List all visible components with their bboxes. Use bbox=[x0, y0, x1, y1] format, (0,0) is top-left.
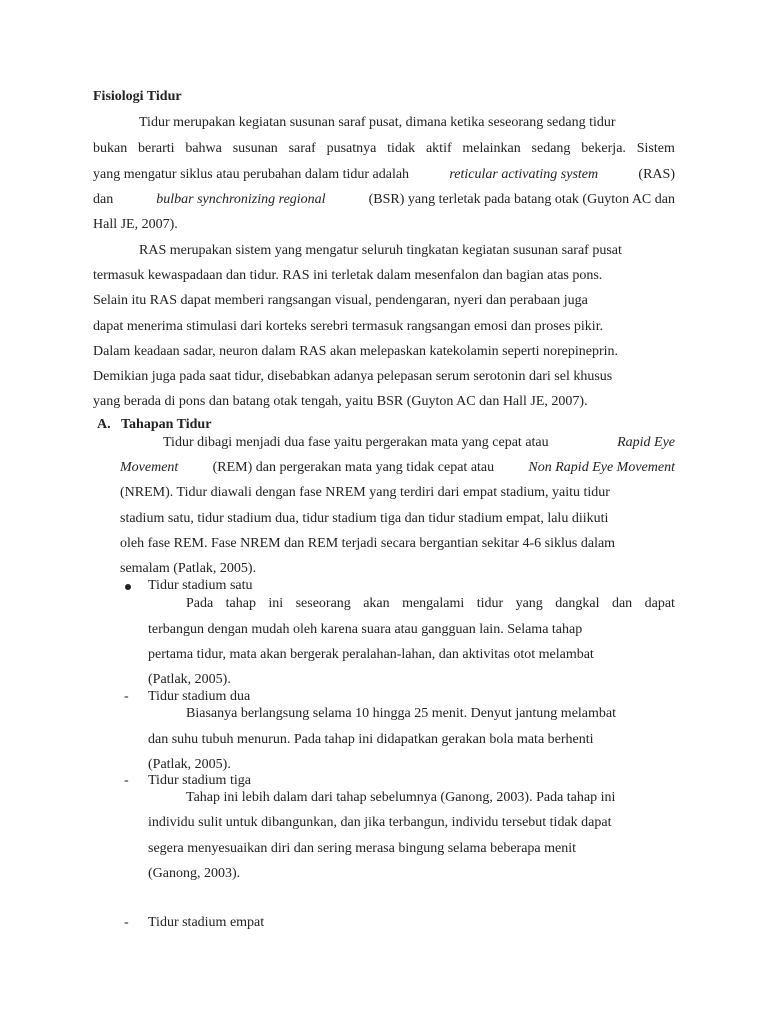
para1-line3-c: (RAS) bbox=[638, 167, 675, 182]
stage1-line4: (Patlak, 2005). bbox=[148, 672, 231, 687]
stage1-line1-span-words bbox=[186, 595, 675, 613]
para1-line1-span: Tidur merupakan kegiatan susunan saraf pusat, dimana ketika seseorang sedang tidur bbox=[139, 115, 616, 130]
stage3-line3: segera menyesuaikan diri dan sering merasa bingung selama beberapa menit bbox=[148, 841, 577, 856]
para2-line4: dapat menerima stimulasi dari korteks serebri termasuk rangsangan emosi dan proses pikir. bbox=[93, 319, 604, 334]
word: tidak bbox=[387, 141, 416, 156]
word: akan bbox=[363, 596, 390, 611]
stage1-line1 bbox=[186, 595, 675, 613]
stage3-line2: individu sulit untuk dibangunkan, dan jika terbangun, individu tersebut tidak dapat bbox=[148, 815, 612, 830]
para1-line1-text bbox=[139, 114, 675, 132]
word: pusatnya bbox=[326, 141, 377, 156]
para2-line1: RAS merupakan sistem yang mengatur seluruh tingkatan kegiatan susunan saraf pusat bbox=[139, 243, 622, 258]
word: ini bbox=[268, 596, 284, 611]
word: dapat bbox=[644, 596, 675, 611]
word: melainkan bbox=[462, 141, 521, 156]
para1-line2-span-words bbox=[93, 140, 675, 158]
word: tahap bbox=[225, 596, 256, 611]
stage3-line1: Tahap ini lebih dalam dari tahap sebelumnya (Ganong, 2003). Pada tahap ini bbox=[186, 790, 616, 805]
section-a-line2-row bbox=[120, 459, 675, 477]
word: bekerja. bbox=[581, 141, 626, 156]
word: Pada bbox=[186, 596, 214, 611]
para1-line2 bbox=[93, 140, 675, 158]
para1-line5: Hall JE, 2007). bbox=[93, 217, 178, 232]
para1-line4 bbox=[93, 191, 675, 209]
word: dangkal bbox=[555, 596, 600, 611]
stage2-heading: Tidur stadium dua bbox=[148, 689, 251, 704]
stage1-line2: terbangun dengan mudah oleh karena suara atau gangguan lain. Selama tahap bbox=[148, 622, 583, 637]
para2-line7: yang berada di pons dan batang otak tengah, yaitu BSR (Guyton AC dan Hall JE, 2007). bbox=[93, 394, 588, 409]
bullet-dot-icon bbox=[125, 584, 131, 590]
para1-line3-a: yang mengatur siklus atau perubahan dalam tidur adalah bbox=[93, 167, 410, 182]
section-a-heading: Tahapan Tidur bbox=[121, 417, 212, 432]
word: berarti bbox=[138, 141, 175, 156]
stage4-marker: - bbox=[124, 915, 129, 930]
word: saraf bbox=[288, 141, 316, 156]
stage2-line2: dan suhu tubuh menurun. Pada tahap ini didapatkan gerakan bola mata berhenti bbox=[148, 732, 594, 747]
word: mengalami bbox=[402, 596, 465, 611]
word: bahwa bbox=[185, 141, 222, 156]
word: bukan bbox=[93, 141, 128, 156]
stage3-line4: (Ganong, 2003). bbox=[148, 866, 241, 881]
word: tidur bbox=[476, 596, 504, 611]
section-a-line1-term: Rapid Eye bbox=[617, 435, 675, 450]
stage2-marker: - bbox=[124, 689, 129, 704]
section-a-line1-row bbox=[163, 434, 675, 452]
stage1-heading: Tidur stadium satu bbox=[148, 578, 253, 593]
para1-line4-c: (BSR) yang terletak pada batang otak (Guyton AC dan bbox=[368, 192, 675, 207]
para2-line3: Selain itu RAS dapat memberi rangsangan visual, pendengaran, nyeri dan perabaan juga bbox=[93, 293, 588, 308]
para1-line4-row bbox=[93, 191, 675, 209]
para1-line1 bbox=[139, 114, 675, 132]
para1-line3 bbox=[93, 166, 675, 184]
stage4-heading: Tidur stadium empat bbox=[148, 915, 265, 930]
para2-line6: Demikian juga pada saat tidur, disebabkan adanya pelepasan serum serotonin dari sel khusus bbox=[93, 369, 613, 384]
stage1-line3: pertama tidur, mata akan bergerak peralahan-lahan, dan aktivitas otot melambat bbox=[148, 647, 594, 662]
section-a-marker: A. bbox=[97, 417, 111, 432]
section-a-line5: oleh fase REM. Fase NREM dan REM terjadi secara bergantian sekitar 4-6 siklus dalam bbox=[120, 536, 616, 551]
document-title: Fisiologi Tidur bbox=[93, 89, 182, 104]
stage2-line3: (Patlak, 2005). bbox=[148, 757, 231, 772]
section-a-line6: semalam (Patlak, 2005). bbox=[120, 561, 257, 576]
para2-line5: Dalam keadaan sadar, neuron dalam RAS akan melepaskan katekolamin seperti norepineprin. bbox=[93, 344, 619, 359]
section-a-line1-a: Tidur dibagi menjadi dua fase yaitu pergerakan mata yang cepat atau bbox=[163, 435, 549, 450]
word: susunan bbox=[232, 141, 278, 156]
para1-line4-term: bulbar synchronizing regional bbox=[156, 192, 326, 207]
stage3-heading: Tidur stadium tiga bbox=[148, 773, 251, 788]
section-a-line2-b: (REM) dan pergerakan mata yang tidak cepat atau bbox=[212, 460, 495, 475]
para2-line2: termasuk kewaspadaan dan tidur. RAS ini terletak dalam mesenfalon dan bagian atas pons. bbox=[93, 268, 603, 283]
section-a-line2 bbox=[120, 459, 675, 477]
section-a-line2-term1: Movement bbox=[120, 460, 179, 475]
para1-line4-a: dan bbox=[93, 192, 114, 207]
word: sedang bbox=[531, 141, 571, 156]
word: aktif bbox=[425, 141, 452, 156]
word: Sistem bbox=[636, 141, 675, 156]
word: seseorang bbox=[295, 596, 351, 611]
para1-line3-row bbox=[93, 166, 675, 184]
section-a-line2-term2: Non Rapid Eye Movement bbox=[528, 460, 675, 475]
section-a-line1 bbox=[163, 434, 675, 452]
word: dan bbox=[611, 596, 633, 611]
para1-line3-term: reticular activating system bbox=[449, 167, 599, 182]
word: yang bbox=[515, 596, 543, 611]
section-a-line4: stadium satu, tidur stadium dua, tidur stadium tiga dan tidur stadium empat, lalu diikuti bbox=[120, 511, 609, 526]
section-a-line3: (NREM). Tidur diawali dengan fase NREM yang terdiri dari empat stadium, yaitu tidur bbox=[120, 485, 610, 500]
stage2-line1: Biasanya berlangsung selama 10 hingga 25 menit. Denyut jantung melambat bbox=[186, 706, 617, 721]
stage3-marker: - bbox=[124, 773, 129, 788]
